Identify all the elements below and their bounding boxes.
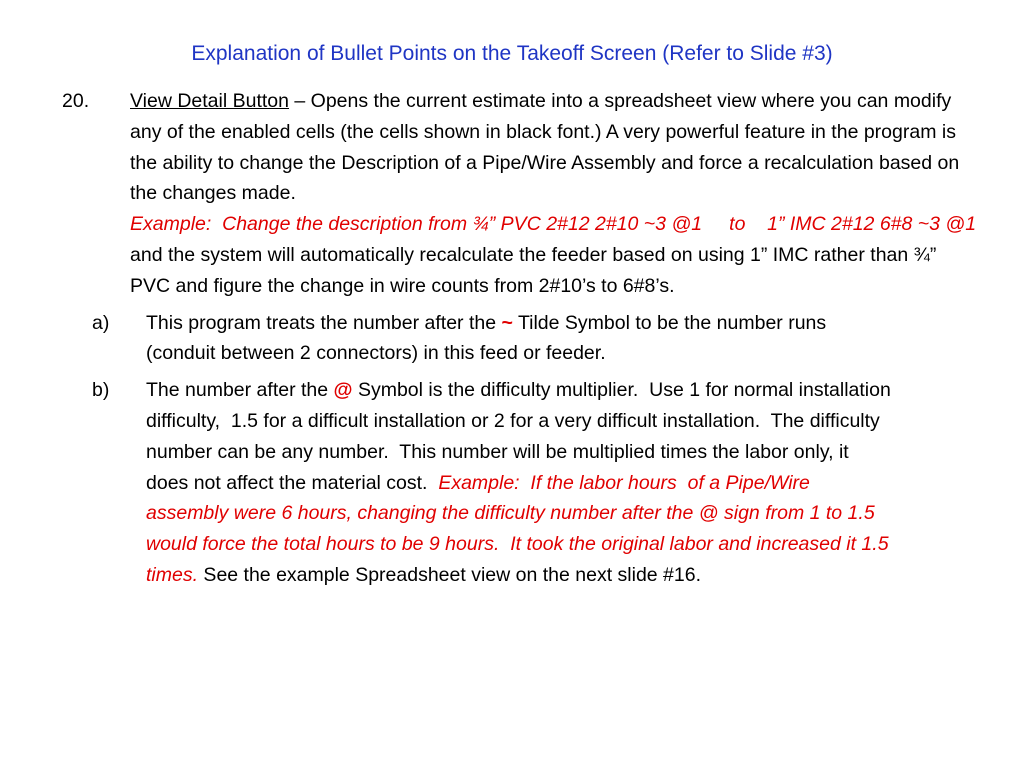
- sub-item-a-text-2: Tilde Symbol to be the number runs (conduit between 2 connectors) in this feed or feeder.: [146, 311, 832, 365]
- sub-item-b-text-2: Symbol is the difficulty multiplier. Use 1 for normal installation difficulty, 1.5 for a difficult installation or 2 for a very difficult installation. The difficulty number can be any number. This number will be multiplied times the labor only, it does not affect the material cost.: [146, 379, 897, 494]
- item-text-1: – Opens the current estimate into a spreadsheet view where you can modify any of the enabled cells (the cells shown in black font.) A very powerful feature in the program is the ability to change the Description of a Pipe/Wire Assembly and force a recalculation based on the changes made.: [130, 90, 960, 205]
- sub-item-a: [92, 308, 967, 370]
- slide-title: Explanation of Bullet Points on the Takeoff Screen (Refer to Slide #3): [191, 42, 833, 65]
- item-heading: View Detail Button: [130, 90, 289, 112]
- sub-item-b-text-1: The number after the: [146, 379, 334, 402]
- item-example: Example: Change the description from ¾” PVC 2#12 2#10 ~3 @1 to 1” IMC 2#12 6#8 ~3 @1: [130, 213, 977, 236]
- sub-item-b-example: Example: If the labor hours of a Pipe/Wire assembly were 6 hours, changing the difficulty number after the @ sign from 1 to 1.5 would force the total hours to be 9 hours. It took the original labor and increased it 1.5 times.: [146, 471, 894, 586]
- sub-item-b-label: b): [92, 379, 110, 402]
- item-body: [130, 86, 993, 302]
- sub-item-b-text-3: See the example Spreadsheet view on the next slide #16.: [198, 563, 702, 586]
- sub-item-a-body: [146, 308, 896, 370]
- sub-item-b-body: [146, 375, 896, 591]
- item-number: 20.: [62, 90, 90, 112]
- sub-item-b: [92, 375, 967, 591]
- list-item-20: [62, 86, 993, 591]
- sub-item-a-label: a): [92, 311, 110, 334]
- sub-item-a-text-1: This program treats the number after the: [146, 311, 502, 334]
- item-text-2: and the system will automatically recalculate the feeder based on using 1” IMC rather than ¾” PVC and figure the change in wire counts from 2#10’s to 6#8’s.: [130, 213, 993, 297]
- tilde-symbol: ~: [501, 311, 513, 334]
- at-symbol: @: [333, 379, 353, 402]
